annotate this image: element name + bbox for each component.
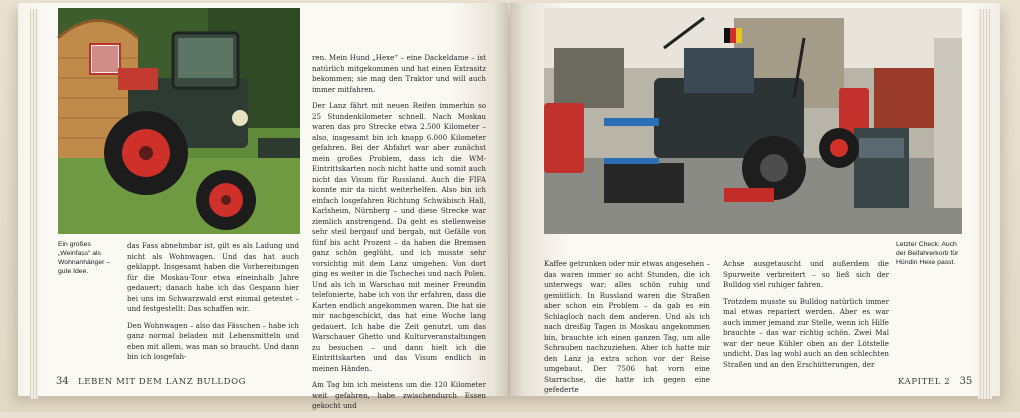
paragraph: ren. Mein Hund „Hexe“ – eine Dackeldame – ist natürlich mitgekommen und hat einen Extrasitz bekommen; sie mag den Traktor und will auch immer mitfahren. <box>312 53 486 94</box>
right-footer <box>898 376 978 387</box>
paragraph: Kaffee getrunken oder mir etwas angesehen – das waren immer so acht Stunden, die ich unterwegs war; alles schön ruhig und gemütlich. In Russland waren die Straßen aber schon ein Problem – da gab es ein Schlagloch nach dem anderen. Und als ich nach dreißig Tagen in Moskau angekommen bin, brauchte ich einen ganzen Tag, um alle Schrauben nachzuziehen. Aber ich hatte mir den Lanz ja extra schon vor der Reise umgebaut. Der 7506 hat vorn eine Starrachse, die hatte ich gegen eine gefederte <box>544 259 710 394</box>
running-head: KAPITEL 2 <box>898 377 951 387</box>
paragraph: Trotzdem musste su Bulldog natürlich immer mal etwas repariert werden. Aber es war auch immer jemand zur Stelle, wenn ich Hilfe brauchte – das war richtig schön. Zwei Mal war der neue Kühler oben an der Lötstelle undicht. Das lag wohl auch an den schlechten Straßen und an den Erschütterungen, der <box>723 296 889 369</box>
left-caption: Ein großes „Weinfass“ als Wohnanhänger – gute Idee. <box>58 241 111 275</box>
left-page-edge <box>30 9 38 399</box>
paragraph: Achse ausgetauscht und außerdem die Spurweite verbreitert – so ließ sich der Bulldog viel ruhiger fahren. <box>723 259 889 289</box>
paragraph: Den Wohnwagen – also das Fässchen – habe ich ganz normal beladen mit Lebensmitteln und eben mit allem, was man so braucht. Und dann bin ich losgefah- <box>127 320 299 361</box>
left-column-2 <box>312 53 486 418</box>
running-head: LEBEN MIT DEM LANZ BULLDOG <box>78 377 247 387</box>
paragraph: das Fass abnehmbar ist, gilt es als Ladung und nicht als Wohnwagen. Und das hat auch geklappt. Insgesamt haben die Vorbereitungen für die Moskau-Tour etwa eineinhalb Jahre gedauert; danach habe ich das Gespann hier bei uns im Schwarzwald erst einmal getestet – und festgestellt: Das schaffen wir. <box>127 241 299 313</box>
right-caption: Letzter Check: Auch der Beifahrerkorb für Hündin Hexe passt. <box>896 241 959 266</box>
page-number: 34 <box>56 376 69 387</box>
tractor-barrel-photo <box>58 8 300 234</box>
left-column-1 <box>127 241 299 369</box>
paragraph: Der Lanz fährt mit neuen Reifen immerhin so 25 Stundenkilometer schnell. Nach Moskau waren das pro Strecke etwa 2.500 Kilometer – also, insgesamt bin ich knapp 6.000 Kilometer gefahren. Bei der Abfahrt war aber zunächst mein großes Problem, dass ich die WM-Eintrittskarten noch nicht hatte und somit auch nicht das Visum für Russland. Auch die FIFA konnte mir da nicht weiterhelfen. Also bin ich einfach losgefahren Richtung Schwäbisch Hall, Karlsheim, Nürnberg – und diese Strecke war ziemlich anstrengend. Da geht es stellenweise sehr steil bergauf und bergab, mit Gefälle von fünf bis acht Prozent – da haben die Bremsen ganz schön geglüht, und ich musste sehr vorsichtig mit dem Lanz umgehen. Von dort ging es weiter in die Tschechei und nach Polen. Und als ich in Warschau mit meiner Freundin telefonierte, habe ich von ihr erfahren, dass die Karten endlich angekommen waren. Die hat sie mir nachgeschickt, das hat eine Woche lang gedauert. Ich habe die Zeit genutzt, um das Warschauer Ghetto und Kulturveranstaltungen zu besuchen – und dann hielt ich die Eintrittskarten und das Visum endlich in meinen Händen. <box>312 101 486 373</box>
right-page <box>510 3 1000 396</box>
right-column-2 <box>723 259 889 376</box>
page-number: 35 <box>959 376 973 387</box>
right-page-edge <box>978 9 992 399</box>
right-column-1 <box>544 259 710 402</box>
left-footer <box>56 376 246 387</box>
paragraph: Am Tag bin ich meistens um die 120 Kilometer weit gefahren, habe zwischendurch Essen gekocht und <box>312 380 486 410</box>
left-page <box>18 3 508 410</box>
workshop-tractor-photo <box>544 8 962 234</box>
